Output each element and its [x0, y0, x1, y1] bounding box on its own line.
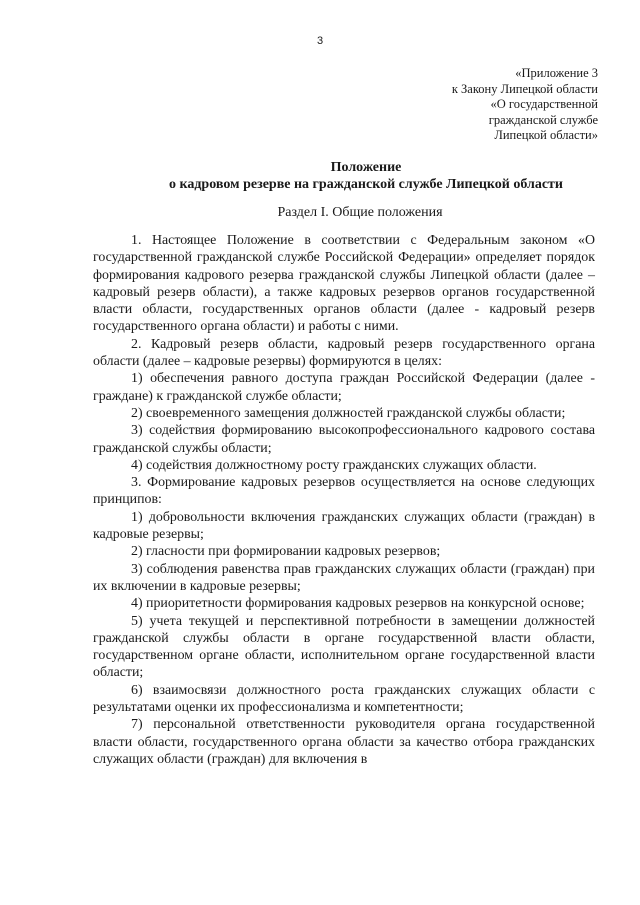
paragraph: 6) взаимосвязи должностного роста гражданских служащих области с результатами оценки их профессионализма и компетентности; [93, 682, 595, 716]
appendix-line: к Закону Липецкой области [451, 81, 598, 96]
appendix-line: «О государственной [490, 97, 598, 111]
paragraph: 1) обеспечения равного доступа граждан Российской Федерации (далее - граждане) к гражданской службе области; [93, 371, 595, 404]
appendix-line: Липецкой области» [494, 128, 598, 142]
paragraph: 4) содействия должностному росту гражданских служащих области. [131, 457, 537, 473]
appendix-line: «Приложение 3 [515, 66, 598, 80]
paragraph: 3. Формирование кадровых резервов осуществляется на основе следующих принципов: [93, 475, 595, 508]
body-text [93, 232, 595, 768]
paragraph: 2) гласности при формировании кадровых резервов; [131, 544, 441, 560]
document-title [0, 159, 640, 193]
paragraph: 5) учета текущей и перспективной потребности в замещении должностей гражданской службы области в органе государственной власти области, государственном органе области, исполнительном органе государственной власти области; [93, 613, 595, 681]
paragraph: 3) соблюдения равенства прав гражданских служащих области (граждан) при их включении в кадровые резервы; [93, 561, 595, 594]
paragraph: 3) содействия формированию высокопрофессионального кадрового состава гражданской службы области; [93, 423, 595, 456]
appendix-line: гражданской службе [488, 112, 598, 127]
document-title-line1: Положение [330, 160, 402, 175]
page-number: 3 [316, 35, 324, 47]
paragraph: 1. Настоящее Положение в соответствии с Федеральным законом «О государственной гражданской службе Российской Федерации» определяет порядок формирования кадрового резерва гражданской службы Липецкой области (далее – кадровый резерв области), а также кадровых резервов органов государственной власти области, государственных органов области (далее - кадровый резерв государственного органа области) и работы с ними. [93, 233, 595, 335]
paragraph: 7) персональной ответственности руководителя органа государственной власти области, государственного органа области за качество отбора гражданских служащих области (граждан) для включения в [93, 717, 595, 767]
document-title-line2: о кадровом резерве на гражданской службе Липецкой области [168, 177, 564, 192]
paragraph: 4) приоритетности формирования кадровых резервов на конкурсной основе; [131, 596, 585, 612]
paragraph: 2. Кадровый резерв области, кадровый резерв государственного органа области (далее – кадровые резервы) формируются в целях: [93, 336, 595, 370]
paragraph: 1) добровольности включения гражданских служащих области (граждан) в кадровые резервы; [93, 509, 595, 543]
section-heading: Раздел I. Общие положения [277, 205, 443, 220]
paragraph: 2) своевременного замещения должностей гражданской службы области; [131, 405, 566, 421]
appendix-reference [452, 66, 598, 144]
